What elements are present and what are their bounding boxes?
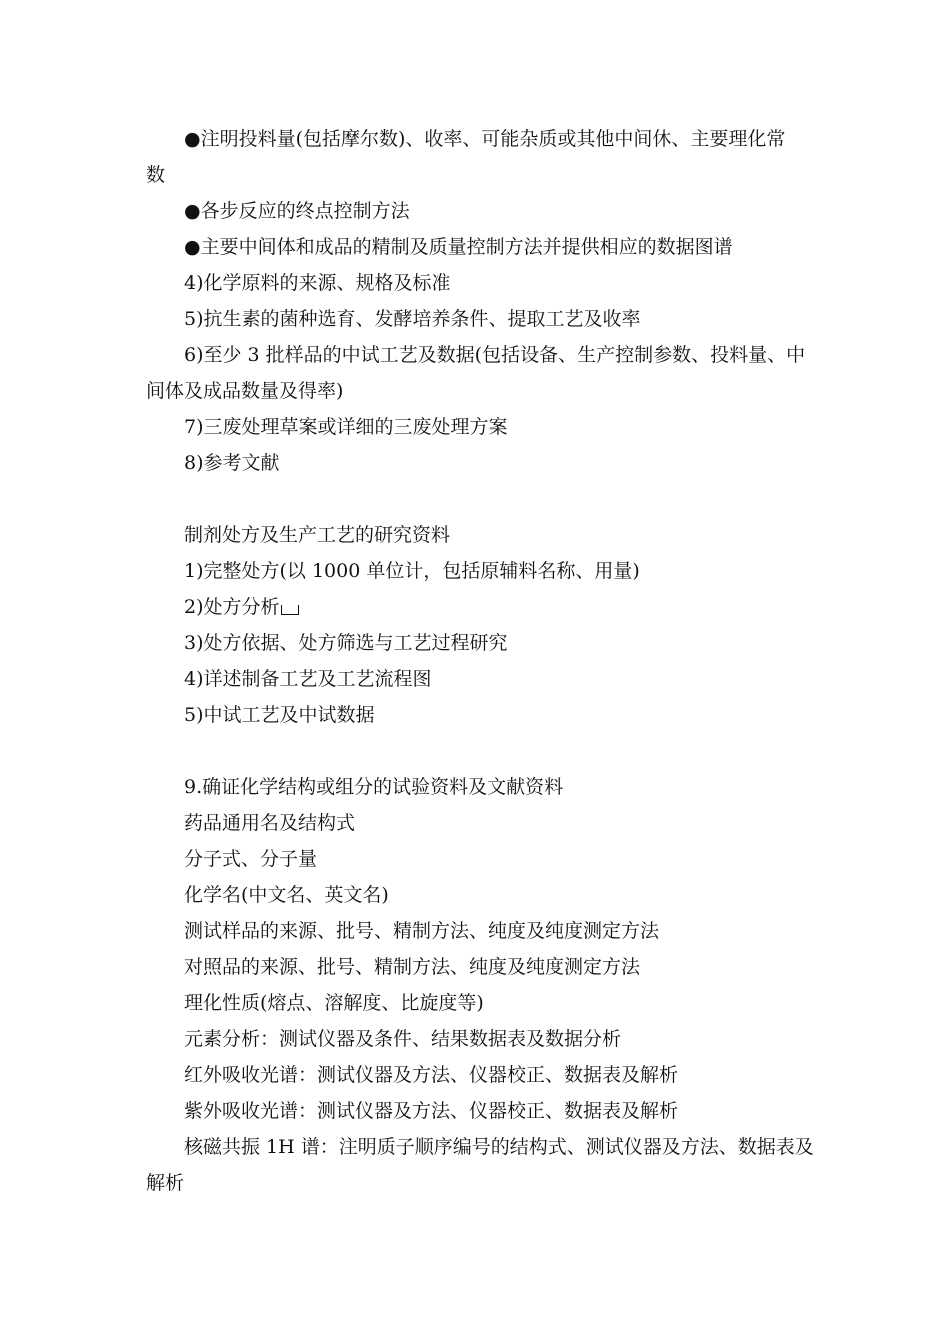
section-formulation-heading: 制剂处方及生产工艺的研究资料 bbox=[184, 524, 451, 546]
structure-item-nmr-line1: 核磁共振 1H 谱：注明质子顺序编号的结构式、测试仪器及方法、数据表及 bbox=[184, 1136, 814, 1158]
section-structure-heading: 9.确证化学结构或组分的试验资料及文献资料 bbox=[184, 776, 564, 798]
structure-item: 测试样品的来源、批号、精制方法、纯度及纯度测定方法 bbox=[184, 920, 660, 942]
structure-item: 理化性质(熔点、溶解度、比旋度等) bbox=[184, 992, 484, 1014]
bullet-dosage-line1: ●注明投料量(包括摩尔数)、收率、可能杂质或其他中间休、主要理化常 bbox=[184, 128, 786, 150]
structure-item: 化学名(中文名、英文名) bbox=[184, 884, 389, 906]
item-pilot-process: 5)中试工艺及中试数据 bbox=[184, 704, 375, 726]
structure-item: 元素分析：测试仪器及条件、结果数据表及数据分析 bbox=[184, 1028, 622, 1050]
item-formula-analysis bbox=[146, 589, 818, 625]
bullet-dosage-line2: 数 bbox=[146, 164, 166, 186]
structure-item: 分子式、分子量 bbox=[184, 848, 318, 870]
item-formula-basis: 3)处方依据、处方筛选与工艺过程研究 bbox=[184, 632, 508, 654]
item-antibiotic-strain: 5)抗生素的菌种选育、发酵培养条件、提取工艺及收率 bbox=[184, 308, 641, 330]
text-cursor-mark bbox=[281, 605, 299, 615]
structure-item-nmr-line2: 解析 bbox=[146, 1172, 185, 1194]
item-raw-materials: 4)化学原料的来源、规格及标准 bbox=[184, 272, 451, 294]
bullet-endpoint-control: ●各步反应的终点控制方法 bbox=[184, 200, 410, 222]
document-body bbox=[146, 121, 818, 1201]
item-pilot-batches-line2: 间体及成品数量及得率) bbox=[146, 380, 344, 402]
item-complete-formula: 1)完整处方(以 1000 单位计，包括原辅料名称、用量) bbox=[184, 560, 640, 582]
item-waste-treatment: 7)三废处理草案或详细的三废处理方案 bbox=[184, 416, 508, 438]
item-references: 8)参考文献 bbox=[184, 452, 280, 474]
structure-item: 对照品的来源、批号、精制方法、纯度及纯度测定方法 bbox=[184, 956, 641, 978]
item-formula-analysis-text: 2)处方分析 bbox=[184, 596, 280, 618]
item-process-flow: 4)详述制备工艺及工艺流程图 bbox=[184, 668, 432, 690]
bullet-refining-quality: ●主要中间体和成品的精制及质量控制方法并提供相应的数据图谱 bbox=[184, 236, 733, 258]
paragraph-gap bbox=[146, 733, 818, 769]
structure-item: 药品通用名及结构式 bbox=[184, 812, 356, 834]
paragraph-gap bbox=[146, 481, 818, 517]
structure-item: 紫外吸收光谱：测试仪器及方法、仪器校正、数据表及解析 bbox=[184, 1100, 679, 1122]
structure-item: 红外吸收光谱：测试仪器及方法、仪器校正、数据表及解析 bbox=[184, 1064, 679, 1086]
item-pilot-batches-line1: 6)至少 3 批样品的中试工艺及数据(包括设备、生产控制参数、投料量、中 bbox=[184, 344, 806, 366]
